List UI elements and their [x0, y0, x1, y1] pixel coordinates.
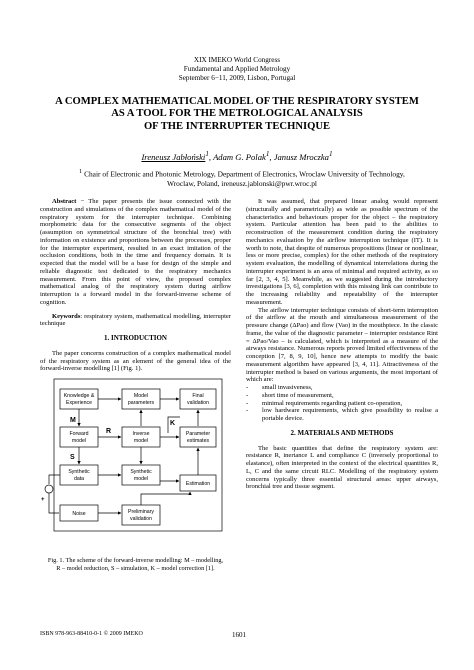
title-line: A COMPLEX MATHEMATICAL MODEL OF THE RESPIRATORY SYSTEM	[55, 96, 419, 107]
conference-name: XIX IMEKO World Congress	[193, 56, 281, 64]
conference-subtitle: Fundamental and Applied Metrology	[183, 65, 291, 73]
box-label: data	[73, 476, 85, 482]
box-label: Preliminary	[128, 509, 154, 515]
affiliation	[50, 168, 434, 188]
box-label: Estimation	[185, 481, 211, 487]
author-affil-mark: 1	[265, 150, 270, 158]
box-inverse-model	[122, 427, 160, 447]
isbn: ISBN 978-963-88410-0-1 © 2009 IMEKO	[40, 631, 143, 637]
box-label: Experience	[66, 400, 92, 406]
author-name: Adam G. Polak	[213, 151, 266, 162]
abstract-label: Abstract	[52, 198, 77, 205]
author-separator: ,	[208, 151, 214, 162]
author-affil-mark: 1	[328, 150, 333, 158]
author-separator: ,	[269, 151, 274, 162]
box-preliminary-validation	[122, 505, 160, 525]
keywords-text: : respiratory system, mathematical modelling, interrupter technique	[40, 312, 231, 328]
box-label: Synthetic	[130, 469, 152, 475]
conference-header	[0, 56, 474, 83]
edge-label-k: K	[170, 420, 176, 427]
box-knowledge	[60, 389, 98, 409]
keywords	[40, 313, 231, 329]
author-name: Ireneusz Jabłoński	[141, 151, 206, 162]
sum-node	[45, 485, 53, 493]
right-column	[246, 198, 438, 491]
author-list	[0, 150, 474, 162]
box-label: validation	[130, 516, 152, 522]
box-model-parameters	[122, 389, 160, 409]
box-label: Synthetic	[68, 469, 90, 475]
list-item: - small invasiveness,	[246, 384, 313, 391]
list-item: - low hardware requirements, which give possibility to realise a portable device.	[246, 407, 438, 422]
box-label: model	[133, 476, 149, 482]
box-synthetic-model	[122, 465, 160, 485]
box-parameter-estimates	[180, 427, 216, 447]
box-label: Model	[133, 393, 149, 399]
box-label: Inverse	[132, 431, 150, 437]
abstract-text: − The paper presents the issue connected with the construction and simulations of the complex mathematical model of the respiratory system for the interrupter technique. Combining morphometric data for the consecutive segments of the object (assumption on symmetrical structure of the bronchial tree) with information on existence and proportions between the processes, proper for the interrupter experiment, resulted in an exact imitation of the occlusion conditions, both in the time and frequency domain. It is expected that the model will be a base for design of the simple and reliable diagnostic test dedicated to the respiratory mechanics measurement. From this point of view, the proposed complex mathematical analog of the respiratory system during airflow interruption is a forward model in the forward-inverse scheme of cognition.	[40, 198, 231, 306]
section-heading: 1. INTRODUCTION	[103, 334, 167, 342]
page-number: 1601	[232, 631, 246, 639]
figure-caption: Fig. 1. The scheme of the forward-inverse modelling: M – modelling, R – model reduction, S – simulation, K – model correction [1].	[47, 557, 224, 572]
conference-date: September 6−11, 2009, Lisbon, Portugal	[178, 74, 296, 82]
author-affil-mark: 1	[205, 150, 209, 158]
section-heading: 2. MATERIALS AND METHODS	[290, 428, 394, 437]
paper-title	[20, 96, 454, 133]
title-line: OF THE INTERRUPTER TECHNIQUE	[143, 120, 331, 132]
list-item: - short time of measurement,	[246, 391, 334, 399]
edge-label-m: M	[70, 417, 76, 424]
sum-plus: +	[41, 497, 45, 503]
box-label: model	[71, 438, 87, 444]
box-label: Final	[192, 393, 204, 399]
box-label: validation	[187, 400, 209, 406]
box-label: estimates	[186, 438, 210, 444]
box-label: Knowledge &	[63, 393, 95, 399]
affil-mark: 1	[79, 169, 83, 175]
box-label: parameters	[127, 400, 155, 406]
list-item: - minimal requirements regarding patient co-operation,	[246, 399, 403, 407]
figure-diagram	[40, 377, 231, 555]
paragraph: The airflow interrupter technique consists of short-term interruption of the airflow at the mouth and simultaneous measurement of the pressure change (ΔPao) and flow (Vao) in the mouthpiece. In the classic frame, the value of the diagnostic parameter – interrupter resistance Rint = ΔPao/Vao – is calculated, which is interpreted as a measure of the airways resistance. Numerous reports proved limited effectiveness of the conception [7, 8, 9, 10], hence new attempts to modify the basic measurement algorithm have appeared [3, 4, 11]. Attractiveness of the interrupter method is based on various arguments, the most important of which are:	[246, 306, 438, 384]
bullet-list	[246, 384, 438, 423]
box-final-validation	[180, 389, 216, 409]
paragraph: It was assumed, that prepared linear analog would represent (structurally and parametrically) as wide as possible spectrum of the characteristics and behaviours proper for the object – the respiratory system. Particular attention has been paid to the abilities to reconstruction of the measurement condition during the respiratory mechanics evaluation by the airflow interruption technique (IT). It is worth to note, that despite of numerous propositions (linear or nonlinear, less or more precise, complex) for the other methods of the respiratory system evaluation, the modelling of dynamical interrelations during the interrupter experiment is an area of minimal and required activity, as so far [2, 3, 4, 5]. Meanwhile, as we suggested during the introductory investigations [3, 6], completion with this missing link can contribute to the increasing reliability and repeatability of the interrupter measurement.	[246, 198, 438, 306]
affil-line: Chair of Electronic and Photonic Metrology, Department of Electronics, Wroclaw University of Technology,	[84, 169, 405, 179]
affil-line: Wroclaw, Poland, ireneusz.jablonski@pwr.wroc.pl	[167, 178, 317, 188]
box-label: Forward	[69, 431, 89, 437]
author-name: Janusz Mroczka	[273, 151, 329, 162]
box-label: Noise	[72, 511, 86, 517]
edge-label-r: R	[106, 428, 112, 435]
edge-label-s: S	[70, 454, 75, 461]
box-label: model	[133, 438, 149, 444]
paragraph: The basic quantities that define the respiratory system are: resistance R, inertance L and compliance C (inversely proportional to elastance), often interpreted in the context of the electrical quantities R, L, C and the same circuit RLC. Modelling of the respiratory system concerns typically three essential structural areas: upper airways, bronchial tree and tissue segment.	[246, 444, 438, 491]
paragraph: The paper concerns construction of a complex mathematical model of the respiratory system as an element of the general idea of the forward-inverse modelling [1] (Fig. 1).	[40, 349, 231, 373]
box-synthetic-data	[60, 465, 98, 485]
title-line: AS A TOOL FOR THE METROLOGICAL ANALYSIS	[111, 108, 363, 120]
box-label: Parameter	[185, 431, 211, 437]
keywords-label: Keywords	[52, 312, 81, 320]
box-forward-model	[60, 427, 98, 447]
abstract	[40, 198, 231, 307]
flow-diagram	[40, 377, 231, 555]
left-column	[40, 198, 231, 572]
